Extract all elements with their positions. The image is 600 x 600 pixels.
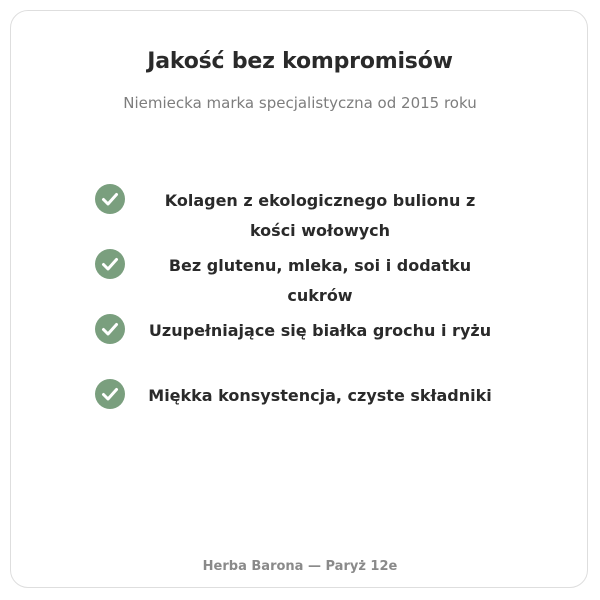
page-subtitle: Niemiecka marka specjalistyczna od 2015 roku bbox=[123, 94, 477, 112]
feature-label: Kolagen z ekologicznego bulionu z kości wołowych bbox=[164, 191, 476, 240]
check-icon bbox=[95, 379, 125, 409]
page-title: Jakość bez kompromisów bbox=[147, 49, 453, 74]
check-icon bbox=[95, 184, 125, 214]
footer-brand: Herba Barona — Paryż 12e bbox=[202, 559, 398, 574]
feature-list bbox=[95, 0, 515, 600]
feature-label: Uzupełniające się białka grochu i ryżu bbox=[148, 321, 492, 340]
feature-label: Bez glutenu, mleka, soi i dodatku cukrów bbox=[168, 256, 472, 305]
check-icon bbox=[95, 314, 125, 344]
feature-label: Miękka konsystencja, czyste składniki bbox=[148, 386, 492, 405]
check-icon bbox=[95, 249, 125, 279]
